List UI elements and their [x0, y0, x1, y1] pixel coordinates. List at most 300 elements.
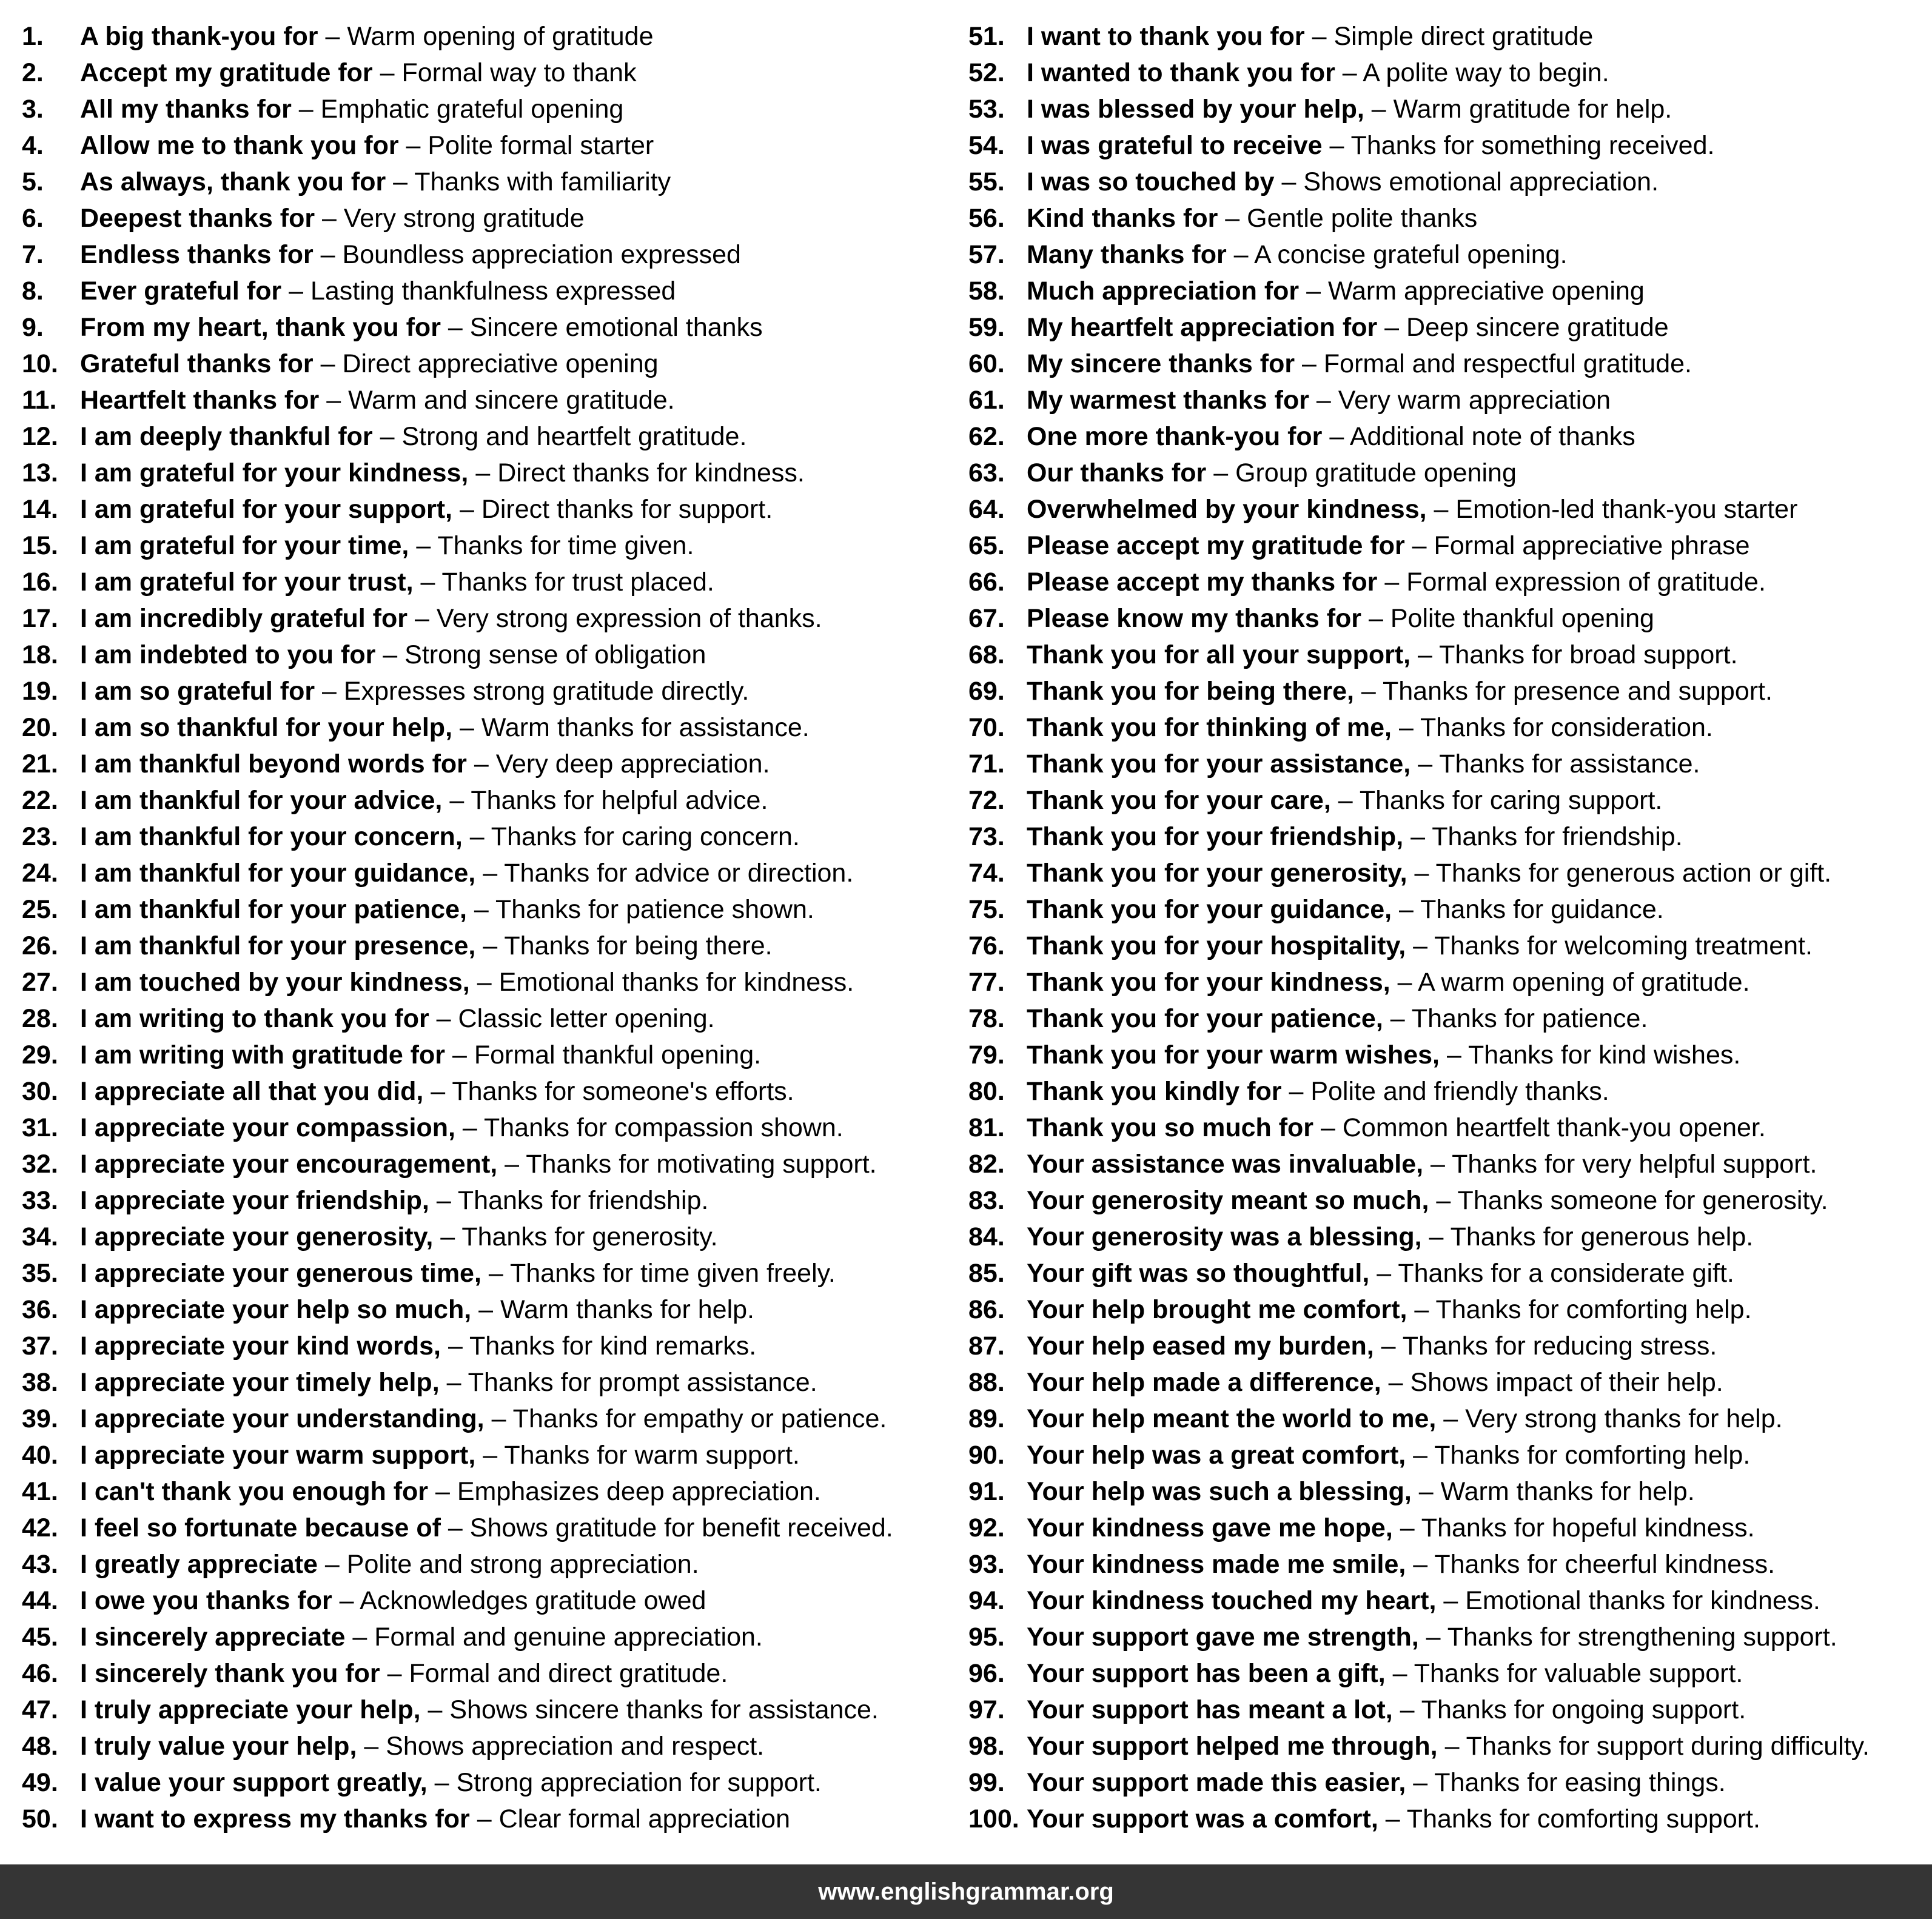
item-phrase: I am so grateful for	[80, 677, 315, 706]
item-phrase: Your support gave me strength,	[1027, 1623, 1419, 1652]
item-number: 27.	[22, 968, 58, 997]
item-separator: –	[1304, 22, 1334, 51]
item-separator: –	[398, 131, 428, 160]
item-separator: –	[441, 1331, 470, 1361]
item-separator: –	[1429, 1186, 1458, 1215]
list-item	[968, 91, 1870, 127]
item-separator: –	[466, 749, 496, 779]
item-number: 59.	[968, 313, 1005, 342]
item-separator: –	[380, 1659, 409, 1688]
item-separator: –	[428, 1477, 457, 1506]
item-separator: –	[372, 422, 402, 451]
list-item	[968, 673, 1870, 709]
item-number: 23.	[22, 822, 58, 851]
item-description: Formal expression of gratitude.	[1406, 568, 1766, 597]
list-item	[22, 1328, 893, 1364]
item-separator: –	[1440, 1040, 1469, 1070]
item-separator: –	[317, 1550, 347, 1579]
item-phrase: Thank you for your kindness,	[1027, 968, 1390, 997]
item-description: Thanks for support during difficulty.	[1466, 1732, 1870, 1761]
item-phrase: Thank you for your generosity,	[1027, 859, 1407, 888]
item-description: Thanks for very helpful support.	[1452, 1150, 1817, 1179]
list-item	[22, 200, 893, 236]
item-separator: –	[1322, 422, 1350, 451]
item-phrase: I truly appreciate your help,	[80, 1695, 421, 1724]
item-phrase: Thank you for your guidance,	[1027, 895, 1392, 924]
list-item	[22, 1037, 893, 1073]
item-phrase: I am thankful for your advice,	[80, 786, 443, 815]
list-item	[22, 455, 893, 491]
item-number: 96.	[968, 1659, 1005, 1688]
item-description: Emphatic grateful opening	[320, 95, 624, 124]
item-separator: –	[332, 1586, 360, 1615]
list-item	[22, 1364, 893, 1401]
item-number: 31.	[22, 1113, 58, 1142]
item-separator: –	[1374, 1331, 1403, 1361]
list-item	[968, 1801, 1870, 1837]
footer-bar	[0, 1864, 1932, 1919]
item-phrase: Endless thanks for	[80, 240, 314, 269]
item-separator: –	[372, 58, 402, 87]
item-separator: –	[475, 859, 505, 888]
item-phrase: I appreciate your understanding,	[80, 1404, 485, 1433]
item-phrase: Thank you for being there,	[1027, 677, 1354, 706]
item-description: Polite and friendly thanks.	[1310, 1077, 1609, 1106]
item-phrase: I greatly appreciate	[80, 1550, 318, 1579]
item-separator: –	[423, 1077, 452, 1106]
item-separator: –	[1377, 568, 1407, 597]
item-description: Thanks for kind remarks.	[469, 1331, 757, 1361]
item-description: Thanks for motivating support.	[526, 1150, 877, 1179]
item-phrase: Grateful thanks for	[80, 349, 314, 378]
item-number: 79.	[968, 1040, 1005, 1070]
item-phrase: My heartfelt appreciation for	[1027, 313, 1378, 342]
item-phrase: I am writing with gratitude for	[80, 1040, 445, 1070]
item-separator: –	[315, 677, 344, 706]
item-description: Thanks for friendship.	[1432, 822, 1683, 851]
item-phrase: I am thankful beyond words for	[80, 749, 467, 779]
item-description: Thanks for something received.	[1350, 131, 1715, 160]
item-description: Classic letter opening.	[458, 1004, 715, 1033]
list-item	[22, 18, 893, 55]
item-number: 46.	[22, 1659, 58, 1688]
item-separator: –	[1299, 276, 1328, 306]
item-phrase: Your support has meant a lot,	[1027, 1695, 1393, 1724]
item-description: Formal and direct gratitude.	[409, 1659, 728, 1688]
item-separator: –	[475, 1441, 505, 1470]
item-separator: –	[439, 1368, 468, 1397]
item-description: Shows impact of their help.	[1410, 1368, 1723, 1397]
item-number: 91.	[968, 1477, 1005, 1506]
item-separator: –	[1411, 1477, 1441, 1506]
item-separator: –	[291, 95, 321, 124]
item-description: Deep sincere gratitude	[1406, 313, 1669, 342]
item-separator: –	[413, 568, 442, 597]
item-phrase: Thank you so much for	[1027, 1113, 1314, 1142]
item-phrase: I am grateful for your time,	[80, 531, 409, 560]
list-item	[22, 819, 893, 855]
item-separator: –	[469, 1804, 499, 1834]
item-phrase: Your generosity was a blessing,	[1027, 1222, 1422, 1251]
item-number: 54.	[968, 131, 1005, 160]
item-separator: –	[1392, 895, 1421, 924]
item-separator: –	[408, 604, 437, 633]
item-separator: –	[1377, 313, 1407, 342]
list-item	[22, 709, 893, 746]
item-description: Thanks for broad support.	[1439, 640, 1738, 669]
item-phrase: Please accept my thanks for	[1027, 568, 1378, 597]
list-item	[968, 746, 1870, 782]
list-item	[968, 1582, 1870, 1619]
item-description: Thanks for comforting help.	[1435, 1295, 1752, 1324]
list-item	[968, 1328, 1870, 1364]
item-number: 2.	[22, 58, 44, 87]
item-description: Thanks for strengthening support.	[1447, 1623, 1837, 1652]
item-number: 50.	[22, 1804, 58, 1834]
list-item	[22, 1219, 893, 1255]
item-phrase: I can't thank you enough for	[80, 1477, 429, 1506]
item-phrase: Allow me to thank you for	[80, 131, 399, 160]
item-phrase: Thank you for your care,	[1027, 786, 1331, 815]
item-number: 10.	[22, 349, 58, 378]
footer-url[interactable]: www.englishgrammar.org	[818, 1878, 1114, 1905]
item-number: 40.	[22, 1441, 58, 1470]
item-number: 4.	[22, 131, 44, 160]
list-item	[968, 455, 1870, 491]
list-item	[22, 1146, 893, 1182]
item-separator: –	[484, 1404, 513, 1433]
list-item	[968, 1110, 1870, 1146]
item-separator: –	[462, 822, 491, 851]
item-phrase: Your assistance was invaluable,	[1027, 1150, 1424, 1179]
item-separator: –	[1407, 1295, 1436, 1324]
item-phrase: Many thanks for	[1027, 240, 1227, 269]
list-item	[968, 891, 1870, 928]
item-separator: –	[1423, 1150, 1452, 1179]
item-number: 1.	[22, 22, 44, 51]
item-description: Thanks for trust placed.	[441, 568, 714, 597]
item-separator: –	[315, 204, 344, 233]
item-number: 90.	[968, 1441, 1005, 1470]
list-item	[22, 964, 893, 1000]
item-separator: –	[375, 640, 405, 669]
list-item	[968, 309, 1870, 346]
list-item	[22, 55, 893, 91]
item-description: Thanks for time given freely.	[509, 1259, 836, 1288]
item-phrase: I appreciate all that you did,	[80, 1077, 424, 1106]
item-description: Thanks for compassion shown.	[483, 1113, 844, 1142]
item-separator: –	[1381, 1368, 1410, 1397]
item-phrase: I truly value your help,	[80, 1732, 357, 1761]
list-item	[22, 91, 893, 127]
item-separator: –	[1383, 1004, 1412, 1033]
item-phrase: Your support helped me through,	[1027, 1732, 1438, 1761]
item-separator: –	[313, 349, 343, 378]
item-description: Thanks for a considerate gift.	[1398, 1259, 1734, 1288]
item-separator: –	[452, 495, 481, 524]
item-number: 33.	[22, 1186, 58, 1215]
item-phrase: Our thanks for	[1027, 458, 1207, 487]
item-separator: –	[468, 458, 498, 487]
item-phrase: I want to express my thanks for	[80, 1804, 470, 1834]
item-phrase: I am so thankful for your help,	[80, 713, 453, 742]
list-item	[22, 1619, 893, 1655]
item-number: 17.	[22, 604, 58, 633]
item-description: Thanks for empathy or patience.	[512, 1404, 887, 1433]
item-number: 77.	[968, 968, 1005, 997]
item-description: Very deep appreciation.	[495, 749, 770, 779]
item-description: Thanks for guidance.	[1420, 895, 1664, 924]
list-item	[968, 1510, 1870, 1546]
list-item	[968, 1473, 1870, 1510]
item-separator: –	[1226, 240, 1255, 269]
phrase-column-right	[968, 18, 1870, 1837]
item-separator: –	[1410, 749, 1440, 779]
item-phrase: I sincerely thank you for	[80, 1659, 380, 1688]
item-description: Thanks for patience.	[1411, 1004, 1648, 1033]
item-phrase: From my heart, thank you for	[80, 313, 441, 342]
item-number: 70.	[968, 713, 1005, 742]
list-item	[22, 527, 893, 564]
item-separator: –	[1309, 386, 1338, 415]
item-description: Shows gratitude for benefit received.	[469, 1513, 893, 1542]
item-phrase: Your help brought me comfort,	[1027, 1295, 1407, 1324]
list-item	[968, 200, 1870, 236]
item-number: 73.	[968, 822, 1005, 851]
item-separator: –	[1421, 1222, 1451, 1251]
item-number: 69.	[968, 677, 1005, 706]
item-phrase: Your support made this easier,	[1027, 1768, 1406, 1797]
item-phrase: Your gift was so thoughtful,	[1027, 1259, 1370, 1288]
item-description: Polite formal starter	[428, 131, 654, 160]
list-item	[22, 236, 893, 273]
list-item	[968, 564, 1870, 600]
item-description: Common heartfelt thank-you opener.	[1342, 1113, 1766, 1142]
item-phrase: Your help was such a blessing,	[1027, 1477, 1412, 1506]
list-item	[968, 1655, 1870, 1692]
item-separator: –	[1418, 1623, 1447, 1652]
item-description: A concise grateful opening.	[1254, 240, 1568, 269]
item-number: 19.	[22, 677, 58, 706]
item-separator: –	[442, 786, 471, 815]
item-separator: –	[1274, 167, 1304, 196]
item-number: 97.	[968, 1695, 1005, 1724]
item-number: 3.	[22, 95, 44, 124]
item-phrase: I am writing to thank you for	[80, 1004, 429, 1033]
item-number: 29.	[22, 1040, 58, 1070]
item-description: Thanks for time given.	[437, 531, 694, 560]
list-item	[968, 819, 1870, 855]
item-number: 26.	[22, 931, 58, 960]
item-phrase: I wanted to thank you for	[1027, 58, 1335, 87]
item-number: 92.	[968, 1513, 1005, 1542]
item-description: Shows emotional appreciation.	[1303, 167, 1659, 196]
list-item	[22, 1655, 893, 1692]
item-separator: –	[429, 1186, 458, 1215]
item-separator: –	[1403, 822, 1432, 851]
item-separator: –	[427, 1768, 457, 1797]
list-item	[968, 1255, 1870, 1291]
item-separator: –	[345, 1623, 375, 1652]
item-phrase: I am thankful for your concern,	[80, 822, 463, 851]
item-number: 82.	[968, 1150, 1005, 1179]
item-phrase: Your help eased my burden,	[1027, 1331, 1374, 1361]
item-description: Very warm appreciation	[1338, 386, 1611, 415]
item-phrase: Your help was a great comfort,	[1027, 1441, 1406, 1470]
item-phrase: I am indebted to you for	[80, 640, 376, 669]
item-separator: –	[1281, 1077, 1311, 1106]
item-description: Warm thanks for help.	[500, 1295, 754, 1324]
item-number: 43.	[22, 1550, 58, 1579]
item-separator: –	[1361, 604, 1390, 633]
item-phrase: I appreciate your kind words,	[80, 1331, 441, 1361]
item-number: 16.	[22, 568, 58, 597]
list-item	[968, 1764, 1870, 1801]
item-description: Formal and respectful gratitude.	[1323, 349, 1692, 378]
item-description: Thanks for caring concern.	[491, 822, 800, 851]
item-number: 11.	[22, 386, 57, 415]
list-item	[968, 928, 1870, 964]
item-description: Lasting thankfulness expressed	[310, 276, 676, 306]
item-phrase: Thank you for thinking of me,	[1027, 713, 1392, 742]
item-description: Additional note of thanks	[1349, 422, 1635, 451]
item-number: 15.	[22, 531, 58, 560]
item-separator: –	[1426, 495, 1456, 524]
item-phrase: I am touched by your kindness,	[80, 968, 470, 997]
item-number: 60.	[968, 349, 1005, 378]
item-phrase: I appreciate your friendship,	[80, 1186, 429, 1215]
item-separator: –	[313, 240, 343, 269]
item-number: 13.	[22, 458, 58, 487]
item-description: Thanks for someone's efforts.	[452, 1077, 794, 1106]
item-description: Thanks for presence and support.	[1382, 677, 1773, 706]
list-item	[968, 1619, 1870, 1655]
item-number: 18.	[22, 640, 58, 669]
item-number: 34.	[22, 1222, 58, 1251]
item-separator: –	[1410, 640, 1440, 669]
item-phrase: All my thanks for	[80, 95, 292, 124]
item-phrase: I am thankful for your presence,	[80, 931, 476, 960]
item-phrase: Heartfelt thanks for	[80, 386, 320, 415]
item-phrase: A big thank-you for	[80, 22, 318, 51]
item-phrase: I owe you thanks for	[80, 1586, 332, 1615]
item-phrase: Your support has been a gift,	[1027, 1659, 1386, 1688]
item-separator: –	[1404, 531, 1434, 560]
item-separator: –	[1335, 58, 1363, 87]
item-phrase: I am grateful for your kindness,	[80, 458, 469, 487]
item-number: 89.	[968, 1404, 1005, 1433]
list-item	[968, 709, 1870, 746]
item-phrase: I want to thank you for	[1027, 22, 1305, 51]
phrase-column-left	[22, 18, 893, 1837]
item-description: Group gratitude opening	[1235, 458, 1517, 487]
item-number: 65.	[968, 531, 1005, 560]
list-item	[22, 1000, 893, 1037]
item-separator: –	[1218, 204, 1247, 233]
list-item	[22, 637, 893, 673]
list-item	[22, 273, 893, 309]
item-separator: –	[1206, 458, 1236, 487]
item-number: 78.	[968, 1004, 1005, 1033]
item-number: 44.	[22, 1586, 58, 1615]
item-description: A polite way to begin.	[1363, 58, 1609, 87]
list-item	[968, 1546, 1870, 1582]
item-description: Emotional thanks for kindness.	[1465, 1586, 1820, 1615]
list-item	[22, 1473, 893, 1510]
item-separator: –	[433, 1222, 462, 1251]
item-number: 93.	[968, 1550, 1005, 1579]
item-description: Emotional thanks for kindness.	[498, 968, 854, 997]
list-item	[22, 491, 893, 527]
item-number: 98.	[968, 1732, 1005, 1761]
list-item	[22, 1546, 893, 1582]
item-description: Very strong gratitude	[343, 204, 585, 233]
list-item	[968, 1291, 1870, 1328]
item-number: 5.	[22, 167, 44, 196]
item-description: Thanks for easing things.	[1434, 1768, 1726, 1797]
item-description: Thanks for prompt assistance.	[468, 1368, 817, 1397]
item-description: Thanks for welcoming treatment.	[1434, 931, 1813, 960]
item-number: 35.	[22, 1259, 58, 1288]
item-number: 99.	[968, 1768, 1005, 1797]
item-description: Strong sense of obligation	[404, 640, 706, 669]
item-separator: –	[409, 531, 438, 560]
item-phrase: Please accept my gratitude for	[1027, 531, 1405, 560]
item-number: 48.	[22, 1732, 58, 1761]
item-phrase: Thank you for your friendship,	[1027, 822, 1404, 851]
item-separator: –	[440, 313, 470, 342]
list-item	[22, 1073, 893, 1110]
list-item	[22, 164, 893, 200]
item-description: Warm gratitude for help.	[1393, 95, 1672, 124]
item-phrase: I am thankful for your patience,	[80, 895, 467, 924]
item-phrase: Your kindness made me smile,	[1027, 1550, 1406, 1579]
item-number: 12.	[22, 422, 58, 451]
item-number: 64.	[968, 495, 1005, 524]
list-item	[968, 18, 1870, 55]
list-item	[968, 964, 1870, 1000]
item-separator: –	[452, 713, 481, 742]
item-phrase: I am deeply thankful for	[80, 422, 373, 451]
item-number: 56.	[968, 204, 1005, 233]
item-phrase: Your help meant the world to me,	[1027, 1404, 1437, 1433]
item-number: 39.	[22, 1404, 58, 1433]
item-phrase: I appreciate your generous time,	[80, 1259, 481, 1288]
item-separator: –	[357, 1732, 386, 1761]
item-separator: –	[475, 931, 505, 960]
item-phrase: Your help made a difference,	[1027, 1368, 1381, 1397]
item-separator: –	[1353, 677, 1383, 706]
item-separator: –	[455, 1113, 484, 1142]
item-number: 62.	[968, 422, 1005, 451]
list-item	[968, 1401, 1870, 1437]
item-number: 28.	[22, 1004, 58, 1033]
item-separator: –	[1313, 1113, 1343, 1142]
item-description: Direct thanks for kindness.	[497, 458, 805, 487]
list-item	[968, 855, 1870, 891]
item-separator: –	[1406, 1441, 1435, 1470]
item-phrase: Accept my gratitude for	[80, 58, 373, 87]
item-separator: –	[429, 1004, 458, 1033]
list-item	[968, 1219, 1870, 1255]
item-description: Thanks someone for generosity.	[1457, 1186, 1828, 1215]
item-separator: –	[1392, 1513, 1421, 1542]
item-description: Acknowledges gratitude owed	[360, 1586, 706, 1615]
item-number: 32.	[22, 1150, 58, 1179]
item-number: 38.	[22, 1368, 58, 1397]
list-item	[22, 1764, 893, 1801]
item-number: 74.	[968, 859, 1005, 888]
